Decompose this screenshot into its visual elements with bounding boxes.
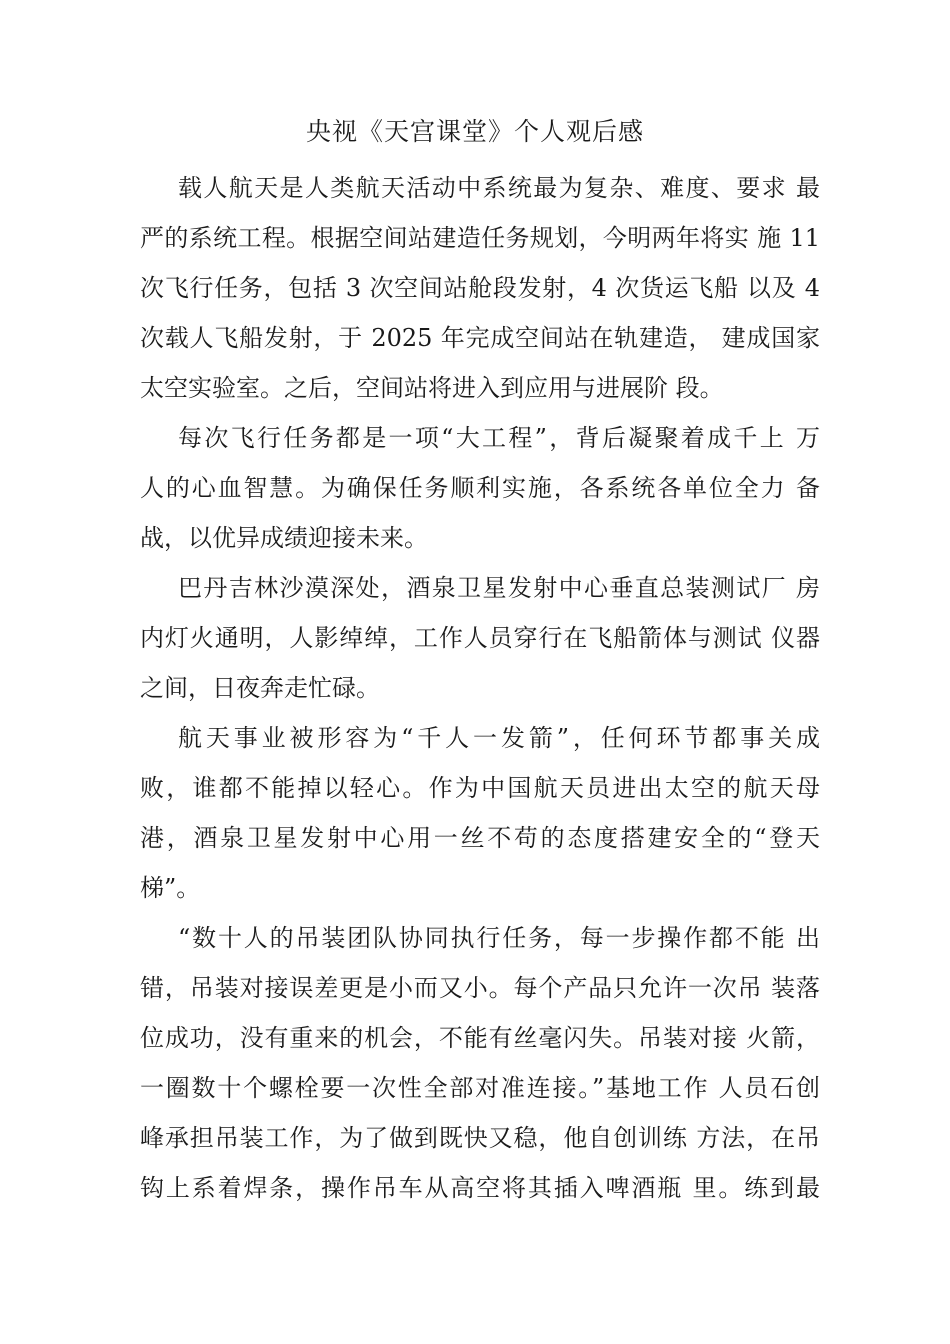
paragraph-line: 航天事业被形容为“千人一发箭”，任何环节都事关成: [178, 724, 820, 752]
paragraph-line: 败，谁都不能掉以轻心。作为中国航天员进出太空的航天母: [140, 774, 820, 802]
paragraph-line: 峰承担吊装工作，为了做到既快又稳，他自创训练 方法，在吊: [140, 1124, 820, 1152]
paragraph-line: 每次飞行任务都是一项“大工程”，背后凝聚着成千上 万: [178, 424, 820, 452]
paragraph-line: 港，酒泉卫星发射中心用一丝不苟的态度搭建安全的“登天: [140, 824, 820, 852]
paragraph-line: 梯”。: [140, 874, 201, 902]
paragraph-line: 次飞行任务，包括 3 次空间站舱段发射，4 次货运飞船 以及 4: [140, 274, 820, 302]
paragraph-line: 巴丹吉林沙漠深处，酒泉卫星发射中心垂直总装测试厂 房: [178, 574, 820, 602]
document-title: 央视《天宫课堂》个人观后感: [305, 117, 644, 146]
paragraph-line: 严的系统工程。根据空间站建造任务规划，今明两年将实 施 11: [140, 224, 820, 252]
paragraph-line: 战，以优异成绩迎接未来。: [140, 524, 428, 552]
paragraph-line: 错，吊装对接误差更是小而又小。每个产品只允许一次吊 装落: [140, 974, 820, 1002]
paragraph-line: 次载人飞船发射，于 2025 年完成空间站在轨建造， 建成国家: [140, 324, 820, 352]
paragraph-line: 钩上系着焊条，操作吊车从高空将其插入啤酒瓶 里。练到最: [140, 1174, 820, 1202]
paragraph-line: 内灯火通明，人影绰绰，工作人员穿行在飞船箭体与测试 仪器: [140, 624, 820, 652]
paragraph-line: 位成功，没有重来的机会，不能有丝毫闪失。吊装对接 火箭，: [140, 1024, 820, 1052]
paragraph-line: 一圈数十个螺栓要一次性全部对准连接。”基地工作 人员石创: [140, 1074, 820, 1102]
paragraph-line: “数十人的吊装团队协同执行任务，每一步操作都不能 出: [178, 924, 820, 952]
paragraph-line: 之间，日夜奔走忙碌。: [140, 674, 380, 702]
paragraph-line: 太空实验室。之后，空间站将进入到应用与进展阶 段。: [140, 374, 724, 402]
paragraph-line: 人的心血智慧。为确保任务顺利实施，各系统各单位全力 备: [140, 474, 820, 502]
paragraph-line: 载人航天是人类航天活动中系统最为复杂、难度、要求 最: [178, 174, 820, 202]
